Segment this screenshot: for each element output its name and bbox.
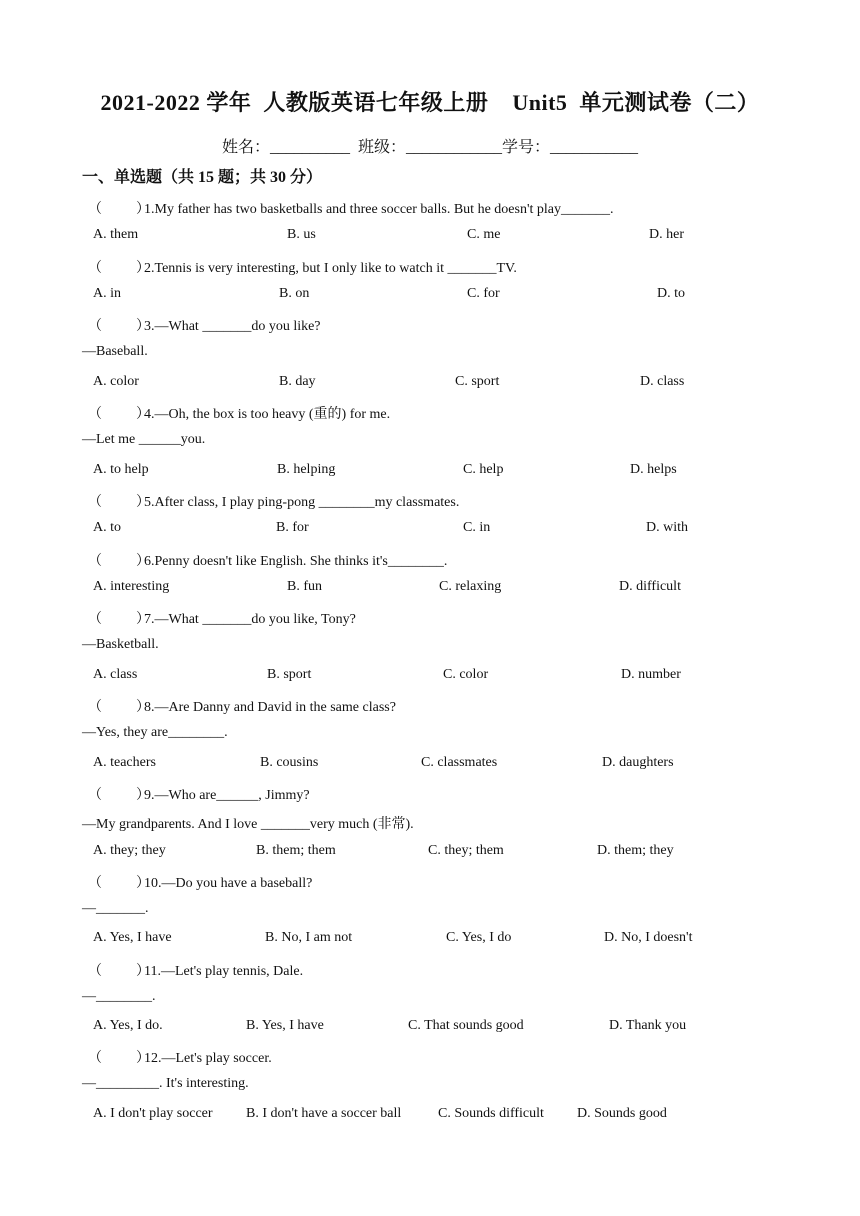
question-11 [88,960,303,980]
question-stem: 10.—Do you have a baseball? [144,876,313,891]
page-title: 2021-2022 学年 人教版英语七年级上册 Unit5 单元测试卷（二） [100,90,760,115]
option-b: B. cousins [260,755,319,770]
option-c: C. sport [455,374,500,389]
option-b: B. us [287,227,316,242]
option-c: C. Yes, I do [446,930,512,945]
question-9 [88,784,310,804]
option-a: A. in [93,286,121,301]
question-6 [88,550,447,570]
question-3 [88,315,321,335]
question-stem: 12.—Let's play soccer. [144,1051,272,1066]
option-b: B. day [279,374,316,389]
answer-blank-parens: （ ） [88,700,152,715]
question-stem: 1.My father has two basketballs and three soccer balls. But he doesn't play_______. [144,202,614,217]
dialogue-response: —Basketball. [82,637,159,652]
answer-blank-parens: （ ） [88,1051,152,1066]
option-b: B. I don't have a soccer ball [246,1106,402,1121]
dialogue-response: —________. [82,989,156,1004]
question-stem: 7.—What _______do you like, Tony? [144,612,356,627]
option-d: D. daughters [602,755,674,770]
answer-blank-parens: （ ） [88,612,152,627]
option-d: D. helps [630,462,677,477]
answer-blank-parens: （ ） [88,495,152,510]
dialogue-response: —_______. [82,901,149,916]
answer-blank-parens: （ ） [88,261,152,276]
question-1 [88,198,613,218]
option-a: A. to [93,520,121,535]
question-stem: 3.—What _______do you like? [144,319,321,334]
option-c: C. me [467,227,501,242]
option-d: D. with [646,520,688,535]
dialogue-response: —Yes, they are________. [82,725,228,740]
section-title: 一、单选题（共 15 题；共 30 分） [82,169,323,186]
option-b: B. fun [287,579,322,594]
question-4 [88,403,390,423]
option-d: D. Sounds good [577,1106,667,1121]
option-d: D. them; they [597,843,674,858]
option-c: C. color [443,667,489,682]
option-a: A. color [93,374,139,389]
option-a: A. Yes, I have [93,930,172,945]
dialogue-response: —My grandparents. And I love _______very much (非常). [82,817,414,832]
question-stem: 2.Tennis is very interesting, but I only like to watch it _______TV. [144,261,517,276]
option-d: D. her [649,227,684,242]
option-d: D. No, I doesn't [604,930,693,945]
answer-blank-parens: （ ） [88,202,152,217]
question-10 [88,872,312,892]
student-info-line: 姓名：__________ 班级：____________学号：___________ [221,139,638,156]
option-c: C. in [463,520,491,535]
dialogue-response: —_________. It's interesting. [82,1076,249,1091]
dialogue-response: —Baseball. [82,344,148,359]
option-d: D. number [621,667,681,682]
answer-blank-parens: （ ） [88,964,152,979]
option-d: D. Thank you [609,1018,687,1033]
option-c: C. relaxing [439,579,502,594]
option-b: B. helping [277,462,336,477]
option-b: B. them; them [256,843,336,858]
answer-blank-parens: （ ） [88,407,152,422]
option-c: C. for [467,286,500,301]
option-a: A. they; they [93,843,166,858]
option-c: C. they; them [428,843,504,858]
option-c: C. Sounds difficult [438,1106,544,1121]
question-12 [88,1047,272,1067]
option-a: A. I don't play soccer [93,1106,213,1121]
question-7 [88,608,356,628]
option-b: B. sport [267,667,312,682]
option-c: C. That sounds good [408,1018,524,1033]
option-b: B. Yes, I have [246,1018,324,1033]
option-d: D. to [657,286,685,301]
question-stem: 4.—Oh, the box is too heavy (重的) for me. [144,407,391,422]
option-b: B. on [279,286,310,301]
question-2 [88,257,517,277]
dialogue-response: —Let me ______you. [82,432,206,447]
option-a: A. to help [93,462,149,477]
option-a: A. Yes, I do. [93,1018,163,1033]
answer-blank-parens: （ ） [88,554,152,569]
option-a: A. interesting [93,579,170,594]
question-8 [88,696,396,716]
option-d: D. difficult [619,579,681,594]
option-d: D. class [640,374,685,389]
answer-blank-parens: （ ） [88,319,152,334]
option-b: B. No, I am not [265,930,353,945]
question-stem: 6.Penny doesn't like English. She thinks it's________. [144,554,448,569]
question-stem: 9.—Who are______, Jimmy? [144,788,310,803]
question-stem: 11.—Let's play tennis, Dale. [144,964,304,979]
answer-blank-parens: （ ） [88,876,152,891]
option-a: A. them [93,227,139,242]
question-stem: 5.After class, I play ping-pong ________my classmates. [144,495,460,510]
option-c: C. classmates [421,755,498,770]
option-b: B. for [276,520,309,535]
question-stem: 8.—Are Danny and David in the same class? [144,700,396,715]
option-a: A. class [93,667,138,682]
option-c: C. help [463,462,504,477]
answer-blank-parens: （ ） [88,788,152,803]
question-5 [88,491,459,511]
option-a: A. teachers [93,755,156,770]
